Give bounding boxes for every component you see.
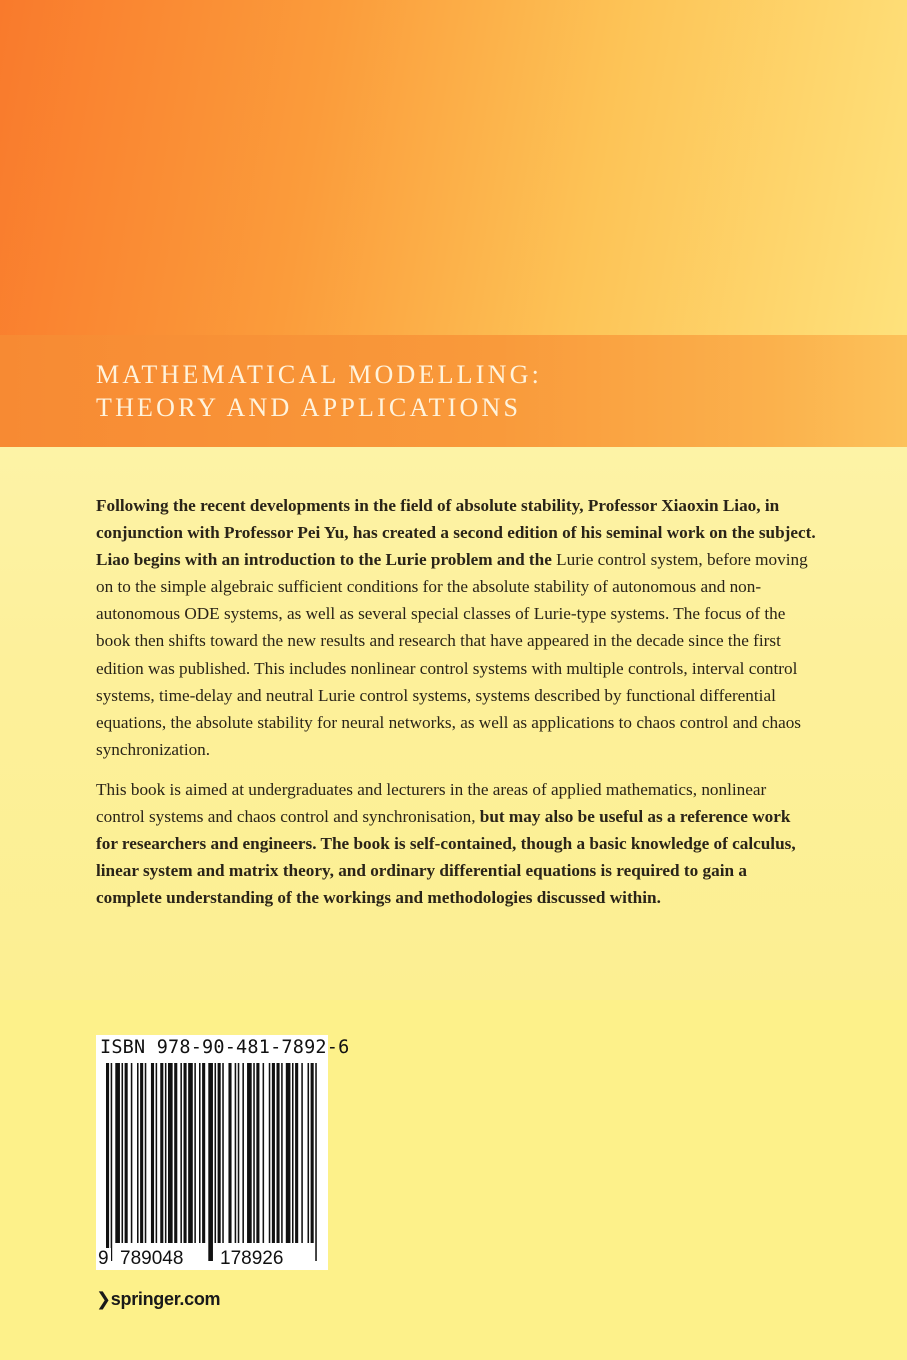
barcode-bar	[222, 1063, 224, 1243]
barcode-bar	[188, 1063, 193, 1243]
barcode-bar	[165, 1063, 167, 1243]
barcode-bar	[228, 1063, 231, 1243]
barcode-bar	[292, 1063, 294, 1243]
isbn-label: ISBN 978-90-481-7892-6	[100, 1037, 350, 1058]
barcode-bar	[140, 1063, 143, 1243]
series-title	[96, 358, 542, 424]
barcode-bar	[253, 1063, 255, 1243]
barcode-bar	[131, 1063, 133, 1243]
barcode-bar	[111, 1063, 113, 1261]
publisher-url: springer.com	[110, 1289, 221, 1309]
chevron-right-icon: ❯	[96, 1289, 111, 1309]
description-p2-plain: This book is aimed at undergraduates and lecturers in the areas of applied mathematics, nonlinear control systems and chaos control and synchronisation,	[96, 779, 767, 827]
barcode-bar	[286, 1063, 291, 1243]
barcode-bar	[208, 1063, 213, 1261]
barcode-bar	[311, 1063, 314, 1243]
description-paragraph-1	[96, 492, 816, 763]
barcode-bar	[272, 1063, 275, 1243]
barcode-digits-left: 789048	[120, 1248, 184, 1269]
barcode-bar	[215, 1063, 217, 1243]
barcode-bar	[263, 1063, 265, 1243]
barcode-bar	[151, 1063, 154, 1243]
barcode-bar	[156, 1063, 158, 1243]
barcode-bar	[122, 1063, 124, 1243]
barcode-bar	[184, 1063, 187, 1243]
publisher-logo	[96, 1289, 220, 1310]
description-p2-bold: but may also be useful as a reference work for researchers and engineers. The book is self-contained, though a basic knowledge of calculus, linear system and matrix theory, and ordinary differential equations is required to gain a complete understanding of the workings and methodologies discussed within.	[96, 807, 796, 908]
barcode-bar	[194, 1063, 196, 1243]
barcode-bar	[115, 1063, 120, 1243]
barcode-bar	[308, 1063, 310, 1243]
barcode-bar	[218, 1063, 221, 1243]
barcode-bar	[235, 1063, 237, 1243]
barcode-bar	[269, 1063, 271, 1243]
cover-top-gradient	[0, 0, 907, 335]
barcode-digits	[96, 1248, 328, 1270]
barcode-bar	[238, 1063, 240, 1243]
barcode-digits-right: 178926	[220, 1248, 284, 1269]
barcode-bar	[125, 1063, 128, 1243]
barcode-bar	[180, 1063, 182, 1243]
barcode-bar	[199, 1063, 201, 1243]
description-p1-bold: Following the recent developments in the field of absolute stability, Professor Xiaoxin Liao, in conjunction with Professor Pei Yu, has created a second edition of his seminal work on the subject. Liao begins with an introduction to the Lurie problem and the	[96, 496, 816, 570]
barcode-bar	[106, 1063, 109, 1261]
barcode-digit-first: 9	[98, 1248, 109, 1269]
series-title-line-1: MATHEMATICAL MODELLING:	[96, 360, 542, 389]
barcode-bar	[137, 1063, 139, 1243]
barcode-bar	[247, 1063, 252, 1243]
barcode-bars	[106, 1063, 320, 1261]
barcode-bar	[295, 1063, 298, 1243]
description-paragraph-2	[96, 776, 816, 911]
barcode-bar	[281, 1063, 283, 1243]
barcode-bar	[277, 1063, 280, 1243]
isbn-barcode	[96, 1035, 350, 1270]
barcode-bar	[145, 1063, 147, 1243]
barcode-bar	[301, 1063, 303, 1243]
barcode-bar	[174, 1063, 177, 1243]
book-description	[96, 492, 816, 924]
barcode-bar	[202, 1063, 205, 1243]
barcode-bar	[168, 1063, 173, 1243]
barcode-bar	[256, 1063, 259, 1243]
description-p1-rest: Lurie control system, before moving on to the simple algebraic sufficient conditions for the absolute stability of autonomous and non-autonomous ODE systems, as well as several special classes of Lurie-type systems. The focus of the book then shifts toward the new results and research that have appeared in the decade since the first edition was published. This includes nonlinear control systems with multiple controls, interval control systems, time-delay and neutral Lurie control systems, systems described by functional differential equations, the absolute stability for neural networks, as well as applications to chaos control and chaos synchronization.	[96, 550, 808, 759]
series-title-line-2: THEORY AND APPLICATIONS	[96, 393, 522, 422]
barcode-bar	[160, 1063, 163, 1243]
barcode-bar	[242, 1063, 244, 1243]
barcode-bar	[315, 1063, 317, 1261]
